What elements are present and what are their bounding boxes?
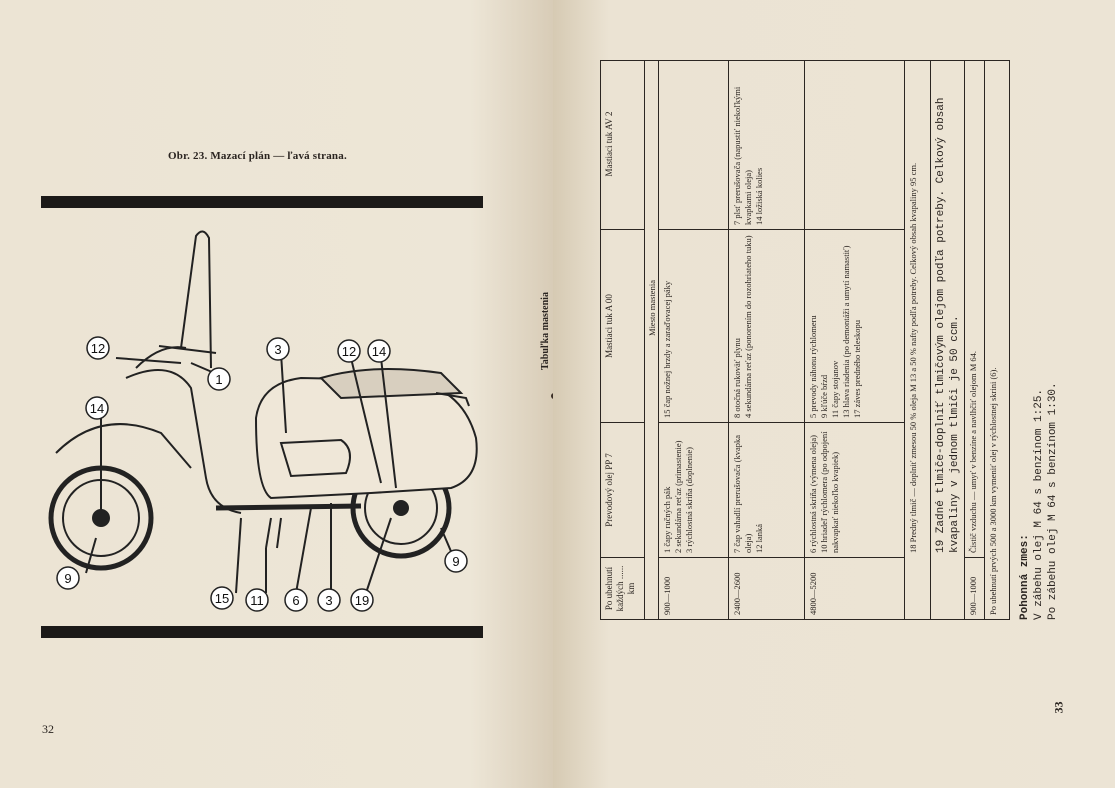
callout-15: 15 — [214, 591, 230, 606]
fuel-mix-after: Po zábehu olej M 64 s benzínom 1:30. — [1047, 382, 1059, 620]
row2-oil: 7 čap vahadlí prerušovača (kvapka oleja) 12 lanká — [729, 422, 804, 557]
callout-19: 19 — [354, 593, 370, 608]
page-number-right: 33 — [1051, 701, 1066, 714]
callout-6: 6 — [292, 593, 300, 608]
callout-3a: 3 — [274, 342, 282, 357]
callout-12a: 12 — [90, 341, 106, 356]
callout-12b: 12 — [341, 344, 357, 359]
row2-a00: 8 otočná rukoväť plynu 4 sekundárna reťaz (ponorením do rozohriateho tuku) — [729, 229, 804, 422]
callout-9b: 9 — [452, 554, 460, 569]
row1-km: 900—1000 — [659, 557, 728, 619]
callout-14a: 14 — [371, 344, 387, 359]
scooter-lubrication-diagram — [41, 218, 491, 618]
row2-av2: 7 plsť prerušovača (napustiť niekoľkými kvapkami oleja) 14 ložiská kolies — [732, 86, 764, 225]
header-av2: Mastiaci tuk AV 2 — [604, 111, 614, 177]
subheader: Miesto mastenia — [647, 280, 657, 336]
callout-11: 11 — [250, 593, 264, 608]
row-after: Po ubehnutí prvých 500 a 3000 km vymeniť olej v rýchlostnej skrini (6). — [988, 367, 998, 615]
header-oil: Prevodový olej PP 7 — [601, 422, 644, 557]
callout-1: 1 — [215, 372, 223, 387]
page-number-left: 32 — [42, 722, 54, 736]
fuel-mix-runin: V zábehu olej M 64 s benzínom 1:25. — [1033, 388, 1045, 620]
callout-3b: 3 — [325, 593, 333, 608]
table-title: Tabuľka mastenia — [540, 292, 551, 370]
row-air-text: Čistič vzduchu — umyť v benzíne a navlhčiť olejom M 64. — [968, 350, 978, 553]
figure-caption: Obr. 23. Mazací plán — ľavá strana. — [168, 150, 347, 162]
row3-km: 4800—5200 — [805, 557, 904, 619]
lubrication-table-rotated — [600, 60, 1010, 620]
row-19-typed: 19 Zadné tlmiče-doplniť tlmičovým olejom podľa potreby. Celkový obsah kvapaliny v jednom tlmiči je 50 ccm. — [935, 97, 961, 553]
row-air-km: 900—1000 — [965, 557, 984, 619]
row3-a00: 5 prevody náhonu rýchlomeru 9 kľúče bŕzd 11 čapy stojanov 13 hlava riadenia (po demontáži a umytí namastiť) 17 záves predného teleskopu — [805, 229, 904, 422]
row1-oil: 1 čapy ručných pák 2 sekundárna reťaz (primastenie) 3 rýchlostná skriňa (doplnenie) — [659, 422, 728, 557]
callout-9a: 9 — [64, 571, 72, 586]
row-18: 18 Predný tlmič — doplniť zmesou 50 % oleja M 13 a 50 % nafty podľa potreby. Celkový obsah kvapaliny 95 cm. — [908, 162, 918, 553]
row1-a00: 15 čap nožnej brzdy a zaraďovacej páky — [659, 229, 728, 422]
row1-av2 — [659, 59, 728, 229]
row3-av2 — [805, 59, 904, 229]
header-km: Po ubehnutí každých ...... km — [601, 557, 644, 619]
callout-14b: 14 — [89, 401, 105, 416]
header-a00: Mastiaci tuk A 00 — [601, 229, 644, 422]
row3-oil: 6 rýchlostná skriňa (výmena oleja) 10 hriadeľ rýchlomera (po odpojení nakvapkať niekoľko kvapiek) — [805, 422, 904, 557]
bottom-black-bar — [41, 626, 483, 638]
fuel-mix-label: Pohonná zmes: — [1019, 534, 1031, 620]
left-page — [0, 0, 553, 788]
top-black-bar — [41, 196, 483, 208]
lubrication-table — [600, 60, 1010, 620]
fuel-mix-note — [1018, 300, 1060, 620]
row2-km: 2400—2600 — [729, 557, 804, 619]
